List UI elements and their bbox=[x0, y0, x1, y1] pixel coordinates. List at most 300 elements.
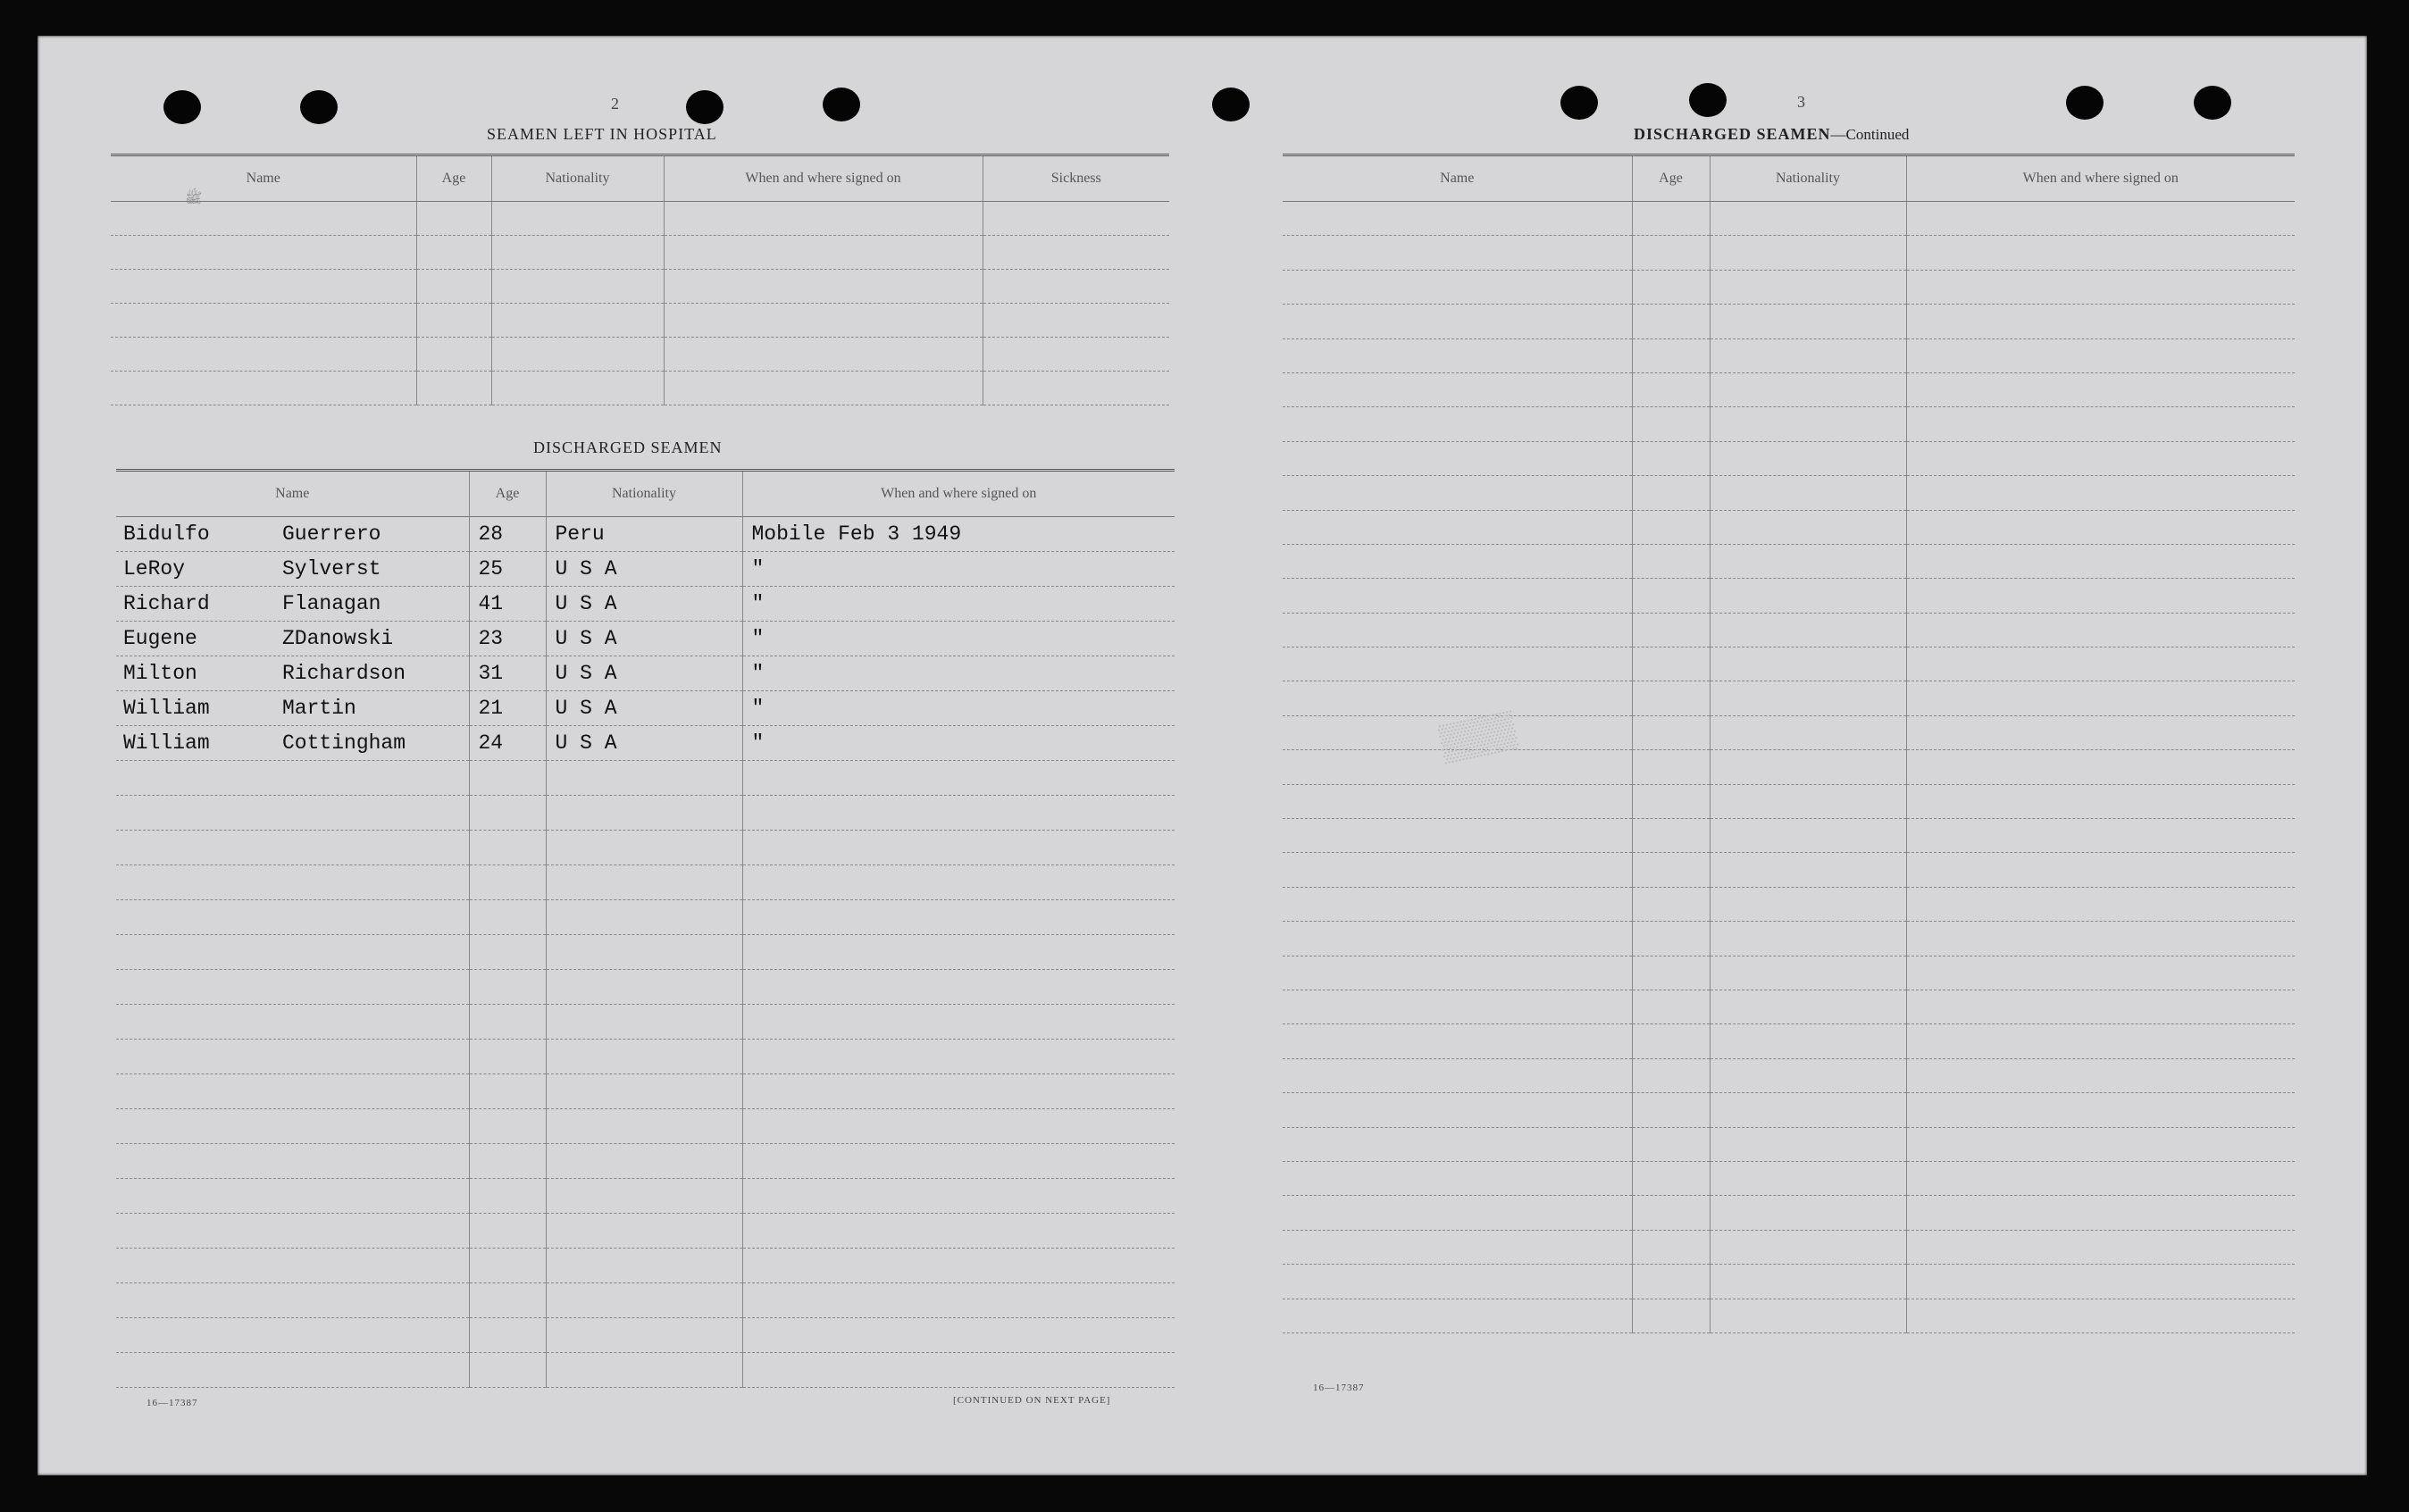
page-number: 2 bbox=[611, 95, 619, 113]
table-cell bbox=[116, 900, 469, 935]
table-cell bbox=[1906, 202, 2295, 236]
table-cell bbox=[416, 372, 491, 405]
table-cell bbox=[469, 1353, 546, 1388]
table-cell bbox=[111, 372, 416, 405]
table-cell bbox=[546, 1249, 742, 1283]
column-header-sickness: Sickness bbox=[983, 155, 1169, 202]
punch-hole bbox=[1560, 86, 1598, 120]
table-cell bbox=[1632, 1230, 1710, 1264]
table-row bbox=[116, 935, 1175, 970]
table-row bbox=[116, 691, 1175, 726]
seaman-signed-on: " bbox=[742, 691, 1175, 726]
table-row bbox=[116, 1249, 1175, 1283]
table-cell bbox=[111, 236, 416, 270]
table-cell bbox=[416, 202, 491, 236]
table-cell bbox=[116, 761, 469, 796]
column-header-nationality: Nationality bbox=[1710, 155, 1906, 202]
table-cell bbox=[1283, 372, 1632, 406]
table-cell bbox=[742, 1353, 1175, 1388]
table-row bbox=[1283, 544, 2295, 578]
table-cell bbox=[469, 796, 546, 831]
table-cell bbox=[1710, 544, 1906, 578]
table-row bbox=[116, 865, 1175, 900]
punch-hole bbox=[1212, 88, 1250, 121]
table-cell bbox=[1906, 1230, 2295, 1264]
table-cell bbox=[1906, 647, 2295, 681]
table-cell bbox=[742, 865, 1175, 900]
table-cell bbox=[1283, 1196, 1632, 1230]
table-cell bbox=[1632, 647, 1710, 681]
seaman-age: 21 bbox=[469, 691, 546, 726]
punch-hole bbox=[823, 88, 860, 121]
table-cell bbox=[111, 338, 416, 372]
table-cell bbox=[1906, 1265, 2295, 1299]
table-cell bbox=[546, 935, 742, 970]
table-cell bbox=[742, 1005, 1175, 1040]
table-cell bbox=[1710, 1058, 1906, 1092]
column-header-signed-on: When and where signed on bbox=[1906, 155, 2295, 202]
seaman-nationality: U S A bbox=[546, 587, 742, 622]
table-cell bbox=[116, 1040, 469, 1074]
table-cell bbox=[664, 236, 983, 270]
column-header-nationality: Nationality bbox=[546, 471, 742, 517]
table-row bbox=[1283, 1161, 2295, 1195]
table-cell bbox=[1632, 956, 1710, 990]
table-row bbox=[1283, 338, 2295, 372]
last-name: ZDanowski bbox=[282, 627, 394, 650]
table-cell bbox=[491, 270, 664, 304]
table-cell bbox=[1710, 441, 1906, 475]
table-cell bbox=[546, 900, 742, 935]
table-cell bbox=[469, 935, 546, 970]
table-cell bbox=[116, 831, 469, 865]
table-cell bbox=[1710, 647, 1906, 681]
table-cell bbox=[1283, 1230, 1632, 1264]
table-cell bbox=[491, 304, 664, 338]
table-row bbox=[116, 761, 1175, 796]
table-row bbox=[1283, 510, 2295, 544]
table-cell bbox=[1283, 990, 1632, 1023]
table-cell bbox=[546, 831, 742, 865]
table-cell bbox=[1906, 579, 2295, 613]
table-cell bbox=[1283, 922, 1632, 956]
table-cell bbox=[1906, 236, 2295, 270]
table-row bbox=[116, 831, 1175, 865]
table-cell bbox=[1710, 1196, 1906, 1230]
table-cell bbox=[416, 338, 491, 372]
table-cell bbox=[1283, 1024, 1632, 1058]
table-row bbox=[116, 1074, 1175, 1109]
table-cell bbox=[1632, 1127, 1710, 1161]
table-cell bbox=[469, 865, 546, 900]
seaman-nationality: U S A bbox=[546, 726, 742, 761]
table-row bbox=[1283, 1093, 2295, 1127]
table-cell bbox=[1632, 202, 1710, 236]
seaman-age: 24 bbox=[469, 726, 546, 761]
last-name: Guerrero bbox=[282, 522, 381, 546]
table-cell bbox=[491, 202, 664, 236]
table-cell bbox=[469, 831, 546, 865]
seaman-age: 31 bbox=[469, 656, 546, 691]
table-cell bbox=[1710, 1299, 1906, 1332]
table-cell bbox=[1710, 510, 1906, 544]
table-cell bbox=[1632, 441, 1710, 475]
seaman-signed-on: " bbox=[742, 726, 1175, 761]
punch-hole bbox=[163, 90, 201, 124]
table-cell bbox=[742, 796, 1175, 831]
seaman-name-cell bbox=[116, 622, 469, 656]
seaman-nationality: U S A bbox=[546, 622, 742, 656]
table-cell bbox=[1710, 613, 1906, 647]
table-cell bbox=[1632, 750, 1710, 784]
table-cell bbox=[1632, 1161, 1710, 1195]
table-row bbox=[116, 726, 1175, 761]
table-cell bbox=[1632, 922, 1710, 956]
table-cell bbox=[1283, 1161, 1632, 1195]
table-cell bbox=[546, 1318, 742, 1353]
table-cell bbox=[1906, 715, 2295, 749]
table-cell bbox=[1906, 887, 2295, 921]
table-cell bbox=[1632, 784, 1710, 818]
table-cell bbox=[1283, 613, 1632, 647]
table-row bbox=[1283, 202, 2295, 236]
table-cell bbox=[1906, 681, 2295, 715]
table-row bbox=[1283, 956, 2295, 990]
table-cell bbox=[1632, 1024, 1710, 1058]
table-cell bbox=[1906, 1093, 2295, 1127]
table-cell bbox=[116, 970, 469, 1005]
table-cell bbox=[742, 1144, 1175, 1179]
table-cell bbox=[546, 796, 742, 831]
first-name: Bidulfo bbox=[123, 522, 210, 546]
table-cell bbox=[546, 1179, 742, 1214]
table-row bbox=[111, 270, 1169, 304]
table-cell bbox=[1710, 1265, 1906, 1299]
table-row bbox=[116, 1353, 1175, 1388]
table-cell bbox=[1283, 338, 1632, 372]
table-row bbox=[116, 900, 1175, 935]
last-name: Flanagan bbox=[282, 592, 381, 615]
table-cell bbox=[111, 202, 416, 236]
table-cell bbox=[742, 1109, 1175, 1144]
table-row bbox=[1283, 476, 2295, 510]
table-cell bbox=[1283, 647, 1632, 681]
seaman-signed-on: " bbox=[742, 587, 1175, 622]
table-row bbox=[116, 1109, 1175, 1144]
table-row bbox=[1283, 715, 2295, 749]
table-cell bbox=[1710, 922, 1906, 956]
table-row bbox=[1283, 236, 2295, 270]
table-cell bbox=[469, 1179, 546, 1214]
table-row bbox=[1283, 990, 2295, 1023]
column-header-signed-on: When and where signed on bbox=[742, 471, 1175, 517]
table-row bbox=[116, 1214, 1175, 1249]
table-cell bbox=[469, 1249, 546, 1283]
seaman-signed-on: " bbox=[742, 656, 1175, 691]
right-page bbox=[1208, 36, 2367, 1475]
column-header-name: Name bbox=[111, 155, 416, 202]
table-cell bbox=[1906, 476, 2295, 510]
table-cell bbox=[1906, 1161, 2295, 1195]
table-cell bbox=[1632, 544, 1710, 578]
table-cell bbox=[1283, 579, 1632, 613]
hospital-table bbox=[111, 154, 1169, 405]
seaman-nationality: U S A bbox=[546, 691, 742, 726]
table-cell bbox=[983, 304, 1169, 338]
table-cell bbox=[1906, 784, 2295, 818]
table-cell bbox=[1710, 853, 1906, 887]
table-cell bbox=[742, 900, 1175, 935]
discharged-continued-table bbox=[1283, 154, 2295, 1333]
punch-hole bbox=[686, 90, 724, 124]
table-cell bbox=[1283, 305, 1632, 338]
first-name: William bbox=[123, 731, 210, 755]
table-cell bbox=[469, 1040, 546, 1074]
table-row bbox=[116, 656, 1175, 691]
table-cell bbox=[1632, 681, 1710, 715]
table-row bbox=[1283, 305, 2295, 338]
table-row bbox=[1283, 1058, 2295, 1092]
table-cell bbox=[116, 1214, 469, 1249]
table-cell bbox=[469, 900, 546, 935]
punch-hole bbox=[2194, 86, 2231, 120]
table-cell bbox=[469, 1109, 546, 1144]
table-row bbox=[1283, 647, 2295, 681]
table-cell bbox=[1710, 750, 1906, 784]
table-cell bbox=[983, 338, 1169, 372]
first-name: LeRoy bbox=[123, 557, 186, 581]
table-cell bbox=[1710, 236, 1906, 270]
table-cell bbox=[1710, 579, 1906, 613]
table-cell bbox=[116, 1144, 469, 1179]
table-cell bbox=[469, 970, 546, 1005]
table-row bbox=[1283, 819, 2295, 853]
table-row bbox=[116, 796, 1175, 831]
seaman-name-cell bbox=[116, 587, 469, 622]
table-cell bbox=[111, 270, 416, 304]
table-row bbox=[1283, 1230, 2295, 1264]
table-cell bbox=[1906, 372, 2295, 406]
seaman-signed-on: Mobile Feb 3 1949 bbox=[742, 517, 1175, 552]
table-row bbox=[1283, 887, 2295, 921]
seaman-nationality: U S A bbox=[546, 552, 742, 587]
column-header-age: Age bbox=[469, 471, 546, 517]
table-cell bbox=[742, 935, 1175, 970]
table-cell bbox=[1906, 819, 2295, 853]
table-cell bbox=[416, 304, 491, 338]
table-cell bbox=[1710, 202, 1906, 236]
table-cell bbox=[416, 270, 491, 304]
table-cell bbox=[1710, 681, 1906, 715]
column-header-age: Age bbox=[1632, 155, 1710, 202]
table-cell bbox=[1632, 887, 1710, 921]
table-row bbox=[1283, 853, 2295, 887]
table-cell bbox=[1906, 510, 2295, 544]
discharged-continued-title: DISCHARGED SEAMEN—Continued bbox=[1634, 125, 1910, 143]
table-row bbox=[111, 236, 1169, 270]
table-cell bbox=[546, 1074, 742, 1109]
last-name: Richardson bbox=[282, 662, 406, 685]
table-cell bbox=[1710, 338, 1906, 372]
table-cell bbox=[983, 270, 1169, 304]
table-cell bbox=[116, 1005, 469, 1040]
table-cell bbox=[1632, 715, 1710, 749]
seaman-nationality: U S A bbox=[546, 656, 742, 691]
table-row bbox=[1283, 681, 2295, 715]
table-cell bbox=[1906, 922, 2295, 956]
table-cell bbox=[1710, 1127, 1906, 1161]
discharged-title: DISCHARGED SEAMEN bbox=[533, 439, 723, 456]
table-cell bbox=[416, 236, 491, 270]
table-cell bbox=[1283, 1265, 1632, 1299]
seaman-signed-on: " bbox=[742, 552, 1175, 587]
first-name: Eugene bbox=[123, 627, 197, 650]
table-row bbox=[111, 372, 1169, 405]
column-header-signed-on: When and where signed on bbox=[664, 155, 983, 202]
first-name: Milton bbox=[123, 662, 197, 685]
table-cell bbox=[1906, 1127, 2295, 1161]
seaman-signed-on: " bbox=[742, 622, 1175, 656]
table-cell bbox=[1283, 270, 1632, 304]
table-cell bbox=[1632, 510, 1710, 544]
seaman-nationality: Peru bbox=[546, 517, 742, 552]
table-cell bbox=[742, 1318, 1175, 1353]
table-cell bbox=[1906, 1299, 2295, 1332]
table-cell bbox=[1283, 1058, 1632, 1092]
table-cell bbox=[1906, 338, 2295, 372]
column-header-name: Name bbox=[1283, 155, 1632, 202]
table-cell bbox=[1283, 681, 1632, 715]
table-cell bbox=[1906, 1196, 2295, 1230]
table-cell bbox=[742, 1074, 1175, 1109]
table-row bbox=[1283, 750, 2295, 784]
table-cell bbox=[546, 1040, 742, 1074]
table-row bbox=[116, 1179, 1175, 1214]
table-cell bbox=[1906, 441, 2295, 475]
table-cell bbox=[1283, 236, 1632, 270]
left-page bbox=[38, 36, 1199, 1475]
column-header-name: Name bbox=[116, 471, 469, 517]
table-row bbox=[1283, 1024, 2295, 1058]
table-row bbox=[1283, 922, 2295, 956]
table-row bbox=[116, 1005, 1175, 1040]
table-cell bbox=[742, 831, 1175, 865]
table-cell bbox=[1632, 407, 1710, 441]
table-row bbox=[1283, 1299, 2295, 1332]
form-code: 16—17387 bbox=[1313, 1383, 1365, 1393]
table-cell bbox=[546, 1283, 742, 1318]
table-cell bbox=[1632, 853, 1710, 887]
table-cell bbox=[1906, 544, 2295, 578]
table-cell bbox=[1283, 202, 1632, 236]
table-row bbox=[1283, 407, 2295, 441]
table-cell bbox=[546, 865, 742, 900]
seaman-name-cell bbox=[116, 552, 469, 587]
table-cell bbox=[742, 1214, 1175, 1249]
table-cell bbox=[491, 372, 664, 405]
table-cell bbox=[1906, 305, 2295, 338]
table-cell bbox=[1710, 407, 1906, 441]
table-cell bbox=[742, 1283, 1175, 1318]
table-cell bbox=[1710, 1161, 1906, 1195]
table-row bbox=[111, 338, 1169, 372]
table-cell bbox=[1632, 819, 1710, 853]
faint-stamp: ▒▒▒ bbox=[1436, 707, 1519, 764]
table-cell bbox=[742, 1179, 1175, 1214]
punch-hole bbox=[1689, 83, 1727, 117]
table-cell bbox=[116, 1283, 469, 1318]
table-cell bbox=[1632, 613, 1710, 647]
table-cell bbox=[469, 1144, 546, 1179]
table-cell bbox=[116, 796, 469, 831]
table-cell bbox=[1632, 476, 1710, 510]
table-cell bbox=[1906, 750, 2295, 784]
table-cell bbox=[1632, 990, 1710, 1023]
table-cell bbox=[469, 761, 546, 796]
seaman-age: 25 bbox=[469, 552, 546, 587]
table-cell bbox=[1283, 441, 1632, 475]
table-cell bbox=[1283, 510, 1632, 544]
table-row bbox=[111, 304, 1169, 338]
seaman-age: 23 bbox=[469, 622, 546, 656]
table-cell bbox=[983, 372, 1169, 405]
hospital-title: SEAMEN LEFT IN HOSPITAL bbox=[487, 125, 717, 143]
table-cell bbox=[546, 1353, 742, 1388]
table-cell bbox=[1906, 1024, 2295, 1058]
table-row bbox=[1283, 270, 2295, 304]
table-cell bbox=[1283, 1093, 1632, 1127]
table-cell bbox=[1283, 819, 1632, 853]
table-row bbox=[1283, 1265, 2295, 1299]
table-cell bbox=[1632, 1196, 1710, 1230]
table-cell bbox=[1906, 1058, 2295, 1092]
table-cell bbox=[1710, 270, 1906, 304]
table-row bbox=[1283, 1127, 2295, 1161]
table-cell bbox=[546, 1109, 742, 1144]
table-cell bbox=[983, 236, 1169, 270]
table-cell bbox=[1710, 784, 1906, 818]
table-cell bbox=[1632, 338, 1710, 372]
ink-mark: ﷺ bbox=[185, 191, 203, 206]
table-cell bbox=[546, 1214, 742, 1249]
table-cell bbox=[1632, 372, 1710, 406]
table-cell bbox=[1710, 819, 1906, 853]
table-row bbox=[1283, 441, 2295, 475]
table-cell bbox=[491, 236, 664, 270]
table-cell bbox=[1710, 1024, 1906, 1058]
table-row bbox=[116, 970, 1175, 1005]
table-row bbox=[116, 517, 1175, 552]
table-cell bbox=[1632, 1299, 1710, 1332]
table-cell bbox=[1710, 372, 1906, 406]
punch-hole bbox=[300, 90, 338, 124]
table-cell bbox=[1906, 613, 2295, 647]
table-cell bbox=[1906, 407, 2295, 441]
table-row bbox=[116, 1144, 1175, 1179]
table-cell bbox=[983, 202, 1169, 236]
table-cell bbox=[1710, 305, 1906, 338]
table-row bbox=[1283, 1196, 2295, 1230]
table-cell bbox=[469, 1214, 546, 1249]
table-cell bbox=[1283, 407, 1632, 441]
table-cell bbox=[116, 1249, 469, 1283]
table-cell bbox=[469, 1074, 546, 1109]
table-row bbox=[1283, 613, 2295, 647]
table-cell bbox=[1710, 990, 1906, 1023]
table-cell bbox=[1283, 853, 1632, 887]
table-cell bbox=[1283, 544, 1632, 578]
punch-hole bbox=[2066, 86, 2104, 120]
